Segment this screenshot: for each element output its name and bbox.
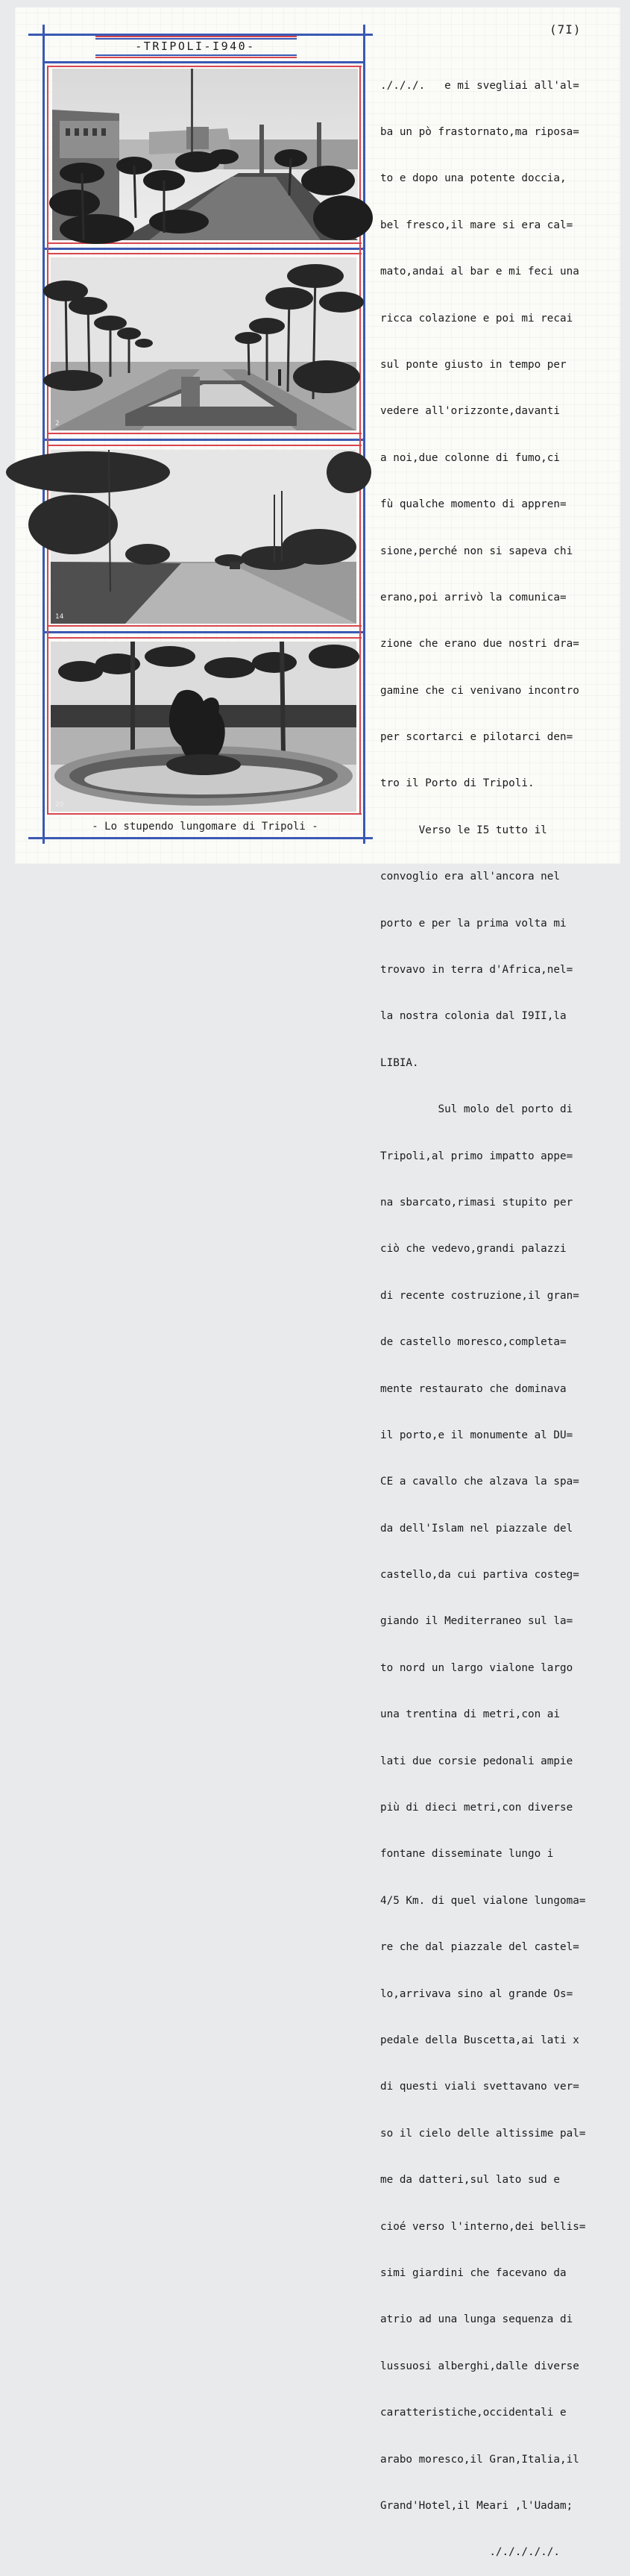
title-rule-bottom-blue (95, 54, 297, 56)
text-line: per scortarci e pilotarci den= (380, 731, 573, 744)
text-line: ciò che vedevo,grandi palazzi (380, 1243, 567, 1256)
text-line: sul ponte giusto in tempo per (380, 358, 567, 371)
text-line: lo,arrivava sino al grande Os= (380, 1987, 573, 2000)
text-line: fù qualche momento di appren= (380, 498, 567, 511)
text-line: caratteristiche,occidentali e (380, 2407, 567, 2419)
text-line: sione,perché non si sapeva chi (380, 545, 573, 557)
text-line: Grand'Hotel,il Meari ,l'Uadam; (380, 2499, 573, 2512)
text-line: de castello moresco,completa= (380, 1336, 567, 1349)
separator-3-red (48, 433, 362, 434)
text-line: una trentina di metri,con ai (380, 1708, 561, 1721)
text-line: lati due corsie pedonali ampie (380, 1755, 573, 1767)
separator-1 (45, 61, 363, 63)
photo-caption: - Lo stupendo lungomare di Tripoli - (92, 821, 318, 833)
separator-2 (45, 248, 363, 250)
text-line: porto e per la prima volta mi (380, 917, 567, 930)
text-line: di recente costruzione,il gran= (380, 1289, 579, 1302)
text-line: re che dal piazzale del castel= (380, 1941, 579, 1954)
text-line: Tripoli,al primo impatto appe= (380, 1150, 573, 1162)
separator-5-red (48, 813, 362, 815)
text-line: trovavo in terra d'Africa,nel= (380, 964, 573, 977)
text-line: la nostra colonia dal I9II,la (380, 1010, 567, 1023)
typed-text (380, 47, 620, 2576)
frame-bottom-line (28, 837, 373, 839)
side-red-right (359, 66, 361, 815)
text-line: convoglio era all'ancora nel (380, 871, 561, 883)
separator-4-red (48, 625, 362, 627)
text-line: zione che erano due nostri dra= (380, 638, 579, 651)
text-line: ./././. e mi svegliai all'al= (380, 79, 579, 92)
text-line: so il cielo delle altissime pal= (380, 2127, 586, 2140)
text-line: LIBIA. (380, 1056, 419, 1069)
page-number: (7I) (549, 22, 582, 37)
text-line: atrio ad una lunga sequenza di (380, 2313, 573, 2326)
text-line: castello,da cui partiva costeg= (380, 1569, 579, 1582)
separator-3 (45, 439, 363, 441)
photo-fountain-sculpture (51, 642, 356, 812)
separator-4b-red (48, 637, 362, 639)
text-line: bel fresco,il mare si era cal= (380, 219, 573, 231)
separator-4 (45, 631, 363, 633)
text-line: tro il Porto di Tripoli. (380, 777, 535, 790)
photo-number: 20 (55, 801, 64, 809)
photo-avenue-fountain-basin (51, 257, 356, 430)
text-line: Verso le I5 tutto il (380, 824, 547, 836)
frame-left-line (42, 25, 45, 844)
text-line: to nord un largo vialone largo (380, 1661, 573, 1674)
text-line: me da datteri,sul lato sud e (380, 2174, 561, 2187)
text-line: ./././././. (380, 2546, 561, 2559)
text-line: mato,andai al bar e mi feci una (380, 266, 579, 278)
text-line: na sbarcato,rimasi stupito per (380, 1196, 573, 1209)
frame-right-line (363, 25, 365, 844)
photo-castle-seafront (52, 69, 358, 240)
text-line: più di dieci metri,con diverse (380, 1802, 573, 1814)
text-line: CE a cavallo che alzava la spa= (380, 1476, 579, 1488)
side-red-left (47, 66, 48, 815)
photo-number: 2 (55, 420, 60, 427)
text-line: to e dopo una potente doccia, (380, 172, 567, 185)
text-line: mente restaurato che dominava (380, 1382, 567, 1395)
text-line: erano,poi arrivò la comunica= (380, 591, 567, 604)
text-line: simi giardini che facevano da (380, 2266, 567, 2279)
text-line: fontane disseminate lungo i (380, 1848, 554, 1861)
separator-3b-red (48, 445, 362, 446)
text-line: Sul molo del porto di (380, 1103, 573, 1116)
text-line: ba un pò frastornato,ma riposa= (380, 125, 579, 138)
text-line: gamine che ci venivano incontro (380, 684, 579, 697)
text-line: 4/5 Km. di quel vialone lungoma= (380, 1894, 586, 1907)
photo-number: 14 (55, 613, 64, 621)
text-line: ricca colazione e poi mi recai (380, 312, 573, 325)
text-line: vedere all'orizzonte,davanti (380, 405, 561, 418)
text-line: a noi,due colonne di fumo,ci (380, 451, 561, 464)
text-line: cioé verso l'interno,dei bellis= (380, 2220, 586, 2233)
text-line: lussuosi alberghi,dalle diverse (380, 2360, 579, 2372)
separator-1-red (48, 66, 362, 67)
text-line: da dell'Islam nel piazzale del (380, 1522, 573, 1535)
text-line: arabo moresco,il Gran,Italia,il (380, 2453, 579, 2466)
text-line: di questi viali svettavano ver= (380, 2081, 579, 2093)
page-title: -TRIPOLI-I940- (135, 40, 256, 53)
title-rule-bottom (95, 57, 297, 58)
text-line: pedale della Buscetta,ai lati x (380, 2034, 579, 2046)
text-line: il porto,e il monumente al DU= (380, 1429, 573, 1441)
photo-palm-boulevard (51, 450, 356, 624)
text-line: giando il Mediterraneo sul la= (380, 1615, 573, 1628)
separator-2b-red (48, 253, 362, 254)
